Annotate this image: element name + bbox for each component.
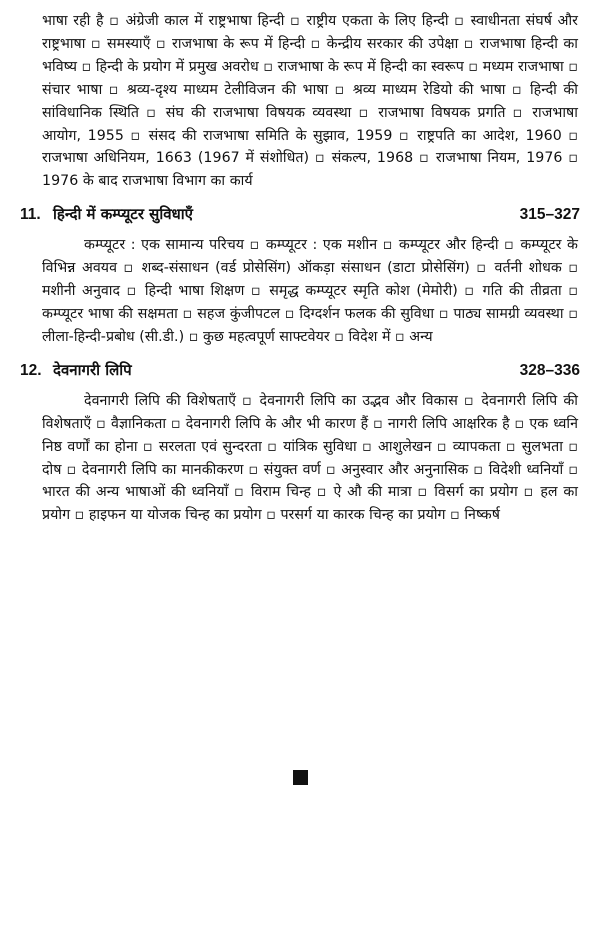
- chapter-11-title: हिन्दी में कम्प्यूटर सुविधाएँ: [53, 205, 193, 224]
- chapter-12-number: 12.: [20, 361, 42, 379]
- end-square-mark: [293, 770, 308, 785]
- chapter-11-heading: [20, 204, 580, 230]
- chapter-12-page-range: 328–336: [519, 361, 580, 379]
- intro-paragraph: भाषा रही है ▫ अंग्रेजी काल में राष्ट्रभाषा हिन्दी ▫ राष्ट्रीय एकता के लिए हिन्दी ▫ स्वाधीनता संघर्ष और राष्ट्रभाषा ▫ समस्याएँ ▫ राजभाषा के रूप में हिन्दी ▫ केन्द्रीय सरकार की उपेक्षा ▫ राजभाषा हिन्दी का भविष्य ▫ हिन्दी के प्रयोग में प्रमुख अवरोध ▫ राजभाषा के रूप में हिन्दी का स्वरूप ▫ मध्यम राजभाषा ▫ संचार भाषा ▫ श्रव्य-दृश्य माध्यम टेलीविजन की भाषा ▫ श्रव्य माध्यम रेडियो की भाषा ▫ हिन्दी की सांविधानिक स्थिति ▫ संघ की राजभाषा विषयक व्यवस्था ▫ राजभाषा विषयक प्रगति ▫ राजभाषा आयोग, 1955 ▫ संसद की राजभाषा समिति के सुझाव, 1959 ▫ राष्ट्रपति का आदेश, 1960 ▫ राजभाषा अधिनियम, 1663 (1967 में संशोधित) ▫ संकल्प, 1968 ▫ राजभाषा नियम, 1976 ▫ 1976 के बाद राजभाषा विभाग का कार्य: [42, 13, 578, 190]
- chapter-12-title: देवनागरी लिपि: [53, 360, 132, 379]
- chapter-12-heading: [20, 360, 580, 386]
- chapter-11-contents: कम्प्यूटर : एक सामान्य परिचय ▫ कम्प्यूटर : एक मशीन ▫ कम्प्यूटर और हिन्दी ▫ कम्प्यूटर के विभिन्न अवयव ▫ शब्द-संसाधन (वर्ड प्रोसेसिंग) ऑकड़ा संसाधन (डाटा प्रोसेसिंग) ▫ वर्तनी शोधक ▫ मशीनी अनुवाद ▫ हिन्दी भाषा शिक्षण ▫ समृद्ध कम्प्यूटर स्मृति कोश (मेमोरी) ▫ गति की तीव्रता ▫ कम्प्यूटर भाषा की सक्षमता ▫ सहज कुंजीपटल ▫ दिग्दर्शन फलक की सुविधा ▫ पाठ्य सामग्री व्यवस्था ▫ लीला-हिन्दी-प्रबोध (सी.डी.) ▫ कुछ महत्वपूर्ण साफ्टवेयर ▫ विदेश में ▫ अन्य: [42, 237, 578, 345]
- chapter-11-number: 11.: [20, 206, 41, 224]
- chapter-11-page-range: 315–327: [519, 206, 580, 224]
- chapter-12-contents: देवनागरी लिपि की विशेषताएँ ▫ देवनागरी लिपि का उद्भव और विकास ▫ देवनागरी लिपि की विशेषताएँ ▫ वैज्ञानिकता ▫ देवनागरी लिपि के और भी कारण हैं ▫ नागरी लिपि आक्षरिक है ▫ एक ध्वनि निष्ठ वर्णों का होना ▫ सरलता एवं सुन्दरता ▫ यांत्रिक सुविधा ▫ आशुलेखन ▫ व्यापकता ▫ सुलभता ▫ दोष ▫ देवनागरी लिपि का मानकीकरण ▫ संयुक्त वर्ण ▫ अनुस्वार और अनुनासिक ▫ विदेशी ध्वनियाँ ▫ भारत की अन्य भाषाओं की ध्वनियाँ ▫ विराम चिन्ह ▫ ऐ औ की मात्रा ▫ विसर्ग का प्रयोग ▫ हल का प्रयोग ▫ हाइफन या योजक चिन्ह का प्रयोग ▫ परसर्ग या कारक चिन्ह का प्रयोग ▫ निष्कर्ष: [42, 392, 578, 524]
